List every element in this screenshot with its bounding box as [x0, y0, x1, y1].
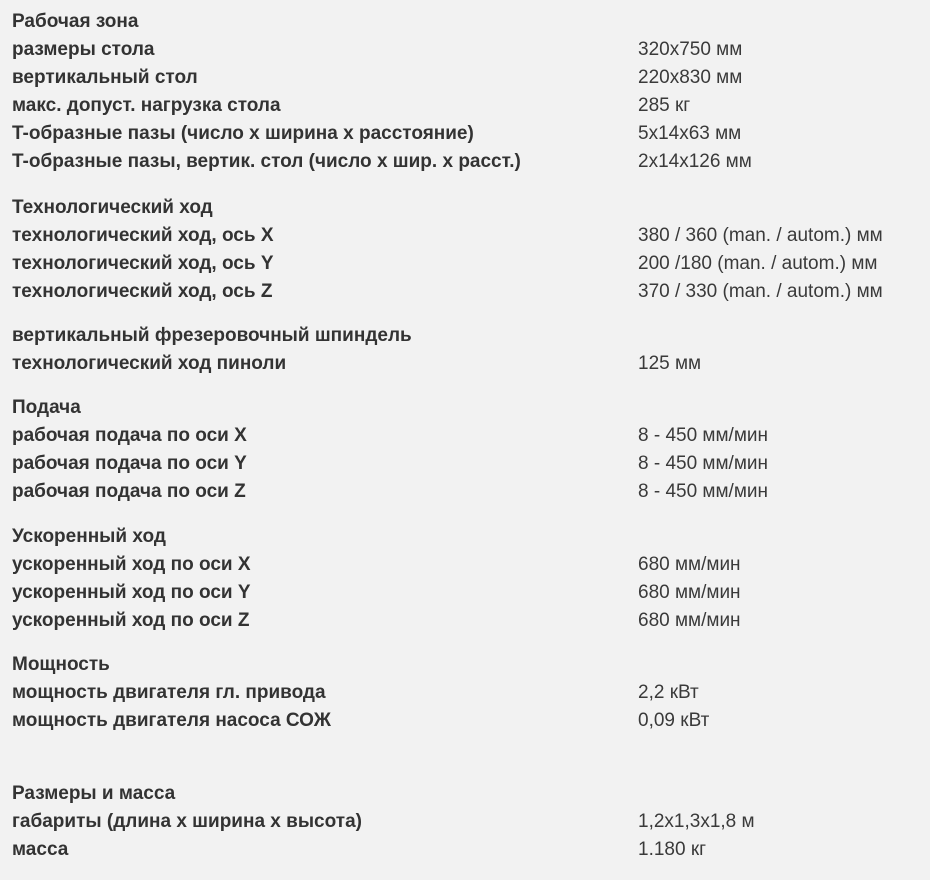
- spec-label: габариты (длина x ширина x высота): [12, 811, 362, 832]
- spec-value: 680 мм/мин: [638, 582, 741, 603]
- spec-label: вертикальный стол: [12, 67, 198, 88]
- spec-value: 370 / 330 (man. / autom.) мм: [638, 281, 883, 302]
- spec-row: [12, 250, 918, 278]
- spec-value: 380 / 360 (man. / autom.) мм: [638, 225, 883, 246]
- spec-label: ускоренный ход по оси Y: [12, 582, 251, 603]
- spec-label: технологический ход, ось X: [12, 225, 274, 246]
- spec-row: [12, 422, 918, 450]
- spec-row: [12, 707, 918, 735]
- spec-label: мощность двигателя гл. привода: [12, 682, 326, 703]
- spec-row: [12, 450, 918, 478]
- spec-value: 125 мм: [638, 353, 702, 374]
- spec-row: [12, 222, 918, 250]
- spec-row: [12, 836, 918, 864]
- spec-label: рабочая подача по оси X: [12, 425, 247, 446]
- spec-row: [12, 808, 918, 836]
- spec-row: [12, 92, 918, 120]
- section-heading: Размеры и масса: [12, 783, 176, 804]
- spec-row: [12, 120, 918, 148]
- spec-value: 680 мм/мин: [638, 610, 741, 631]
- spec-row: [12, 607, 918, 635]
- spec-row: [12, 350, 918, 378]
- spec-label: T-образные пазы, вертик. стол (число x шир. x расст.): [12, 151, 521, 172]
- spec-row: [12, 679, 918, 707]
- spec-value: 1,2x1,3x1,8 м: [638, 811, 755, 832]
- spec-row: [12, 278, 918, 306]
- section-heading: вертикальный фрезеровочный шпиндель: [12, 325, 412, 346]
- spec-label: макс. допуст. нагрузка стола: [12, 95, 281, 116]
- spec-label: T-образные пазы (число x ширина x расстояние): [12, 123, 474, 144]
- spec-value: 2,2 кВт: [638, 682, 699, 703]
- section-heading: Рабочая зона: [12, 11, 139, 32]
- spec-value: 0,09 кВт: [638, 710, 710, 731]
- spec-label: ускоренный ход по оси X: [12, 554, 251, 575]
- spec-label: мощность двигателя насоса СОЖ: [12, 710, 331, 731]
- spec-row: [12, 148, 918, 176]
- section-heading: Ускоренный ход: [12, 526, 166, 547]
- section-heading: Подача: [12, 397, 81, 418]
- spec-row: [12, 64, 918, 92]
- spec-value: 680 мм/мин: [638, 554, 741, 575]
- spec-label: ускоренный ход по оси Z: [12, 610, 250, 631]
- spec-label: рабочая подача по оси Z: [12, 481, 246, 502]
- spec-label: размеры стола: [12, 39, 155, 60]
- spec-row: [12, 478, 918, 506]
- spec-row: [12, 579, 918, 607]
- spec-row: [12, 36, 918, 64]
- spec-label: технологический ход, ось Z: [12, 281, 273, 302]
- spec-label: технологический ход пиноли: [12, 353, 287, 374]
- spec-value: 8 - 450 мм/мин: [638, 453, 769, 474]
- spec-row: [12, 551, 918, 579]
- section-heading: Мощность: [12, 654, 110, 675]
- spec-value: 2x14x126 мм: [638, 151, 752, 172]
- spec-label: масса: [12, 839, 69, 860]
- spec-value: 5x14x63 мм: [638, 123, 742, 144]
- spec-label: технологический ход, ось Y: [12, 253, 274, 274]
- spec-label: рабочая подача по оси Y: [12, 453, 247, 474]
- spec-value: 320x750 мм: [638, 39, 743, 60]
- spec-value: 285 кг: [638, 95, 691, 116]
- spec-value: 8 - 450 мм/мин: [638, 481, 769, 502]
- spec-value: 200 /180 (man. / autom.) мм: [638, 253, 878, 274]
- spec-value: 1.180 кг: [638, 839, 707, 860]
- spec-value: 220x830 мм: [638, 67, 743, 88]
- section-heading: Технологический ход: [12, 197, 213, 218]
- spec-value: 8 - 450 мм/мин: [638, 425, 769, 446]
